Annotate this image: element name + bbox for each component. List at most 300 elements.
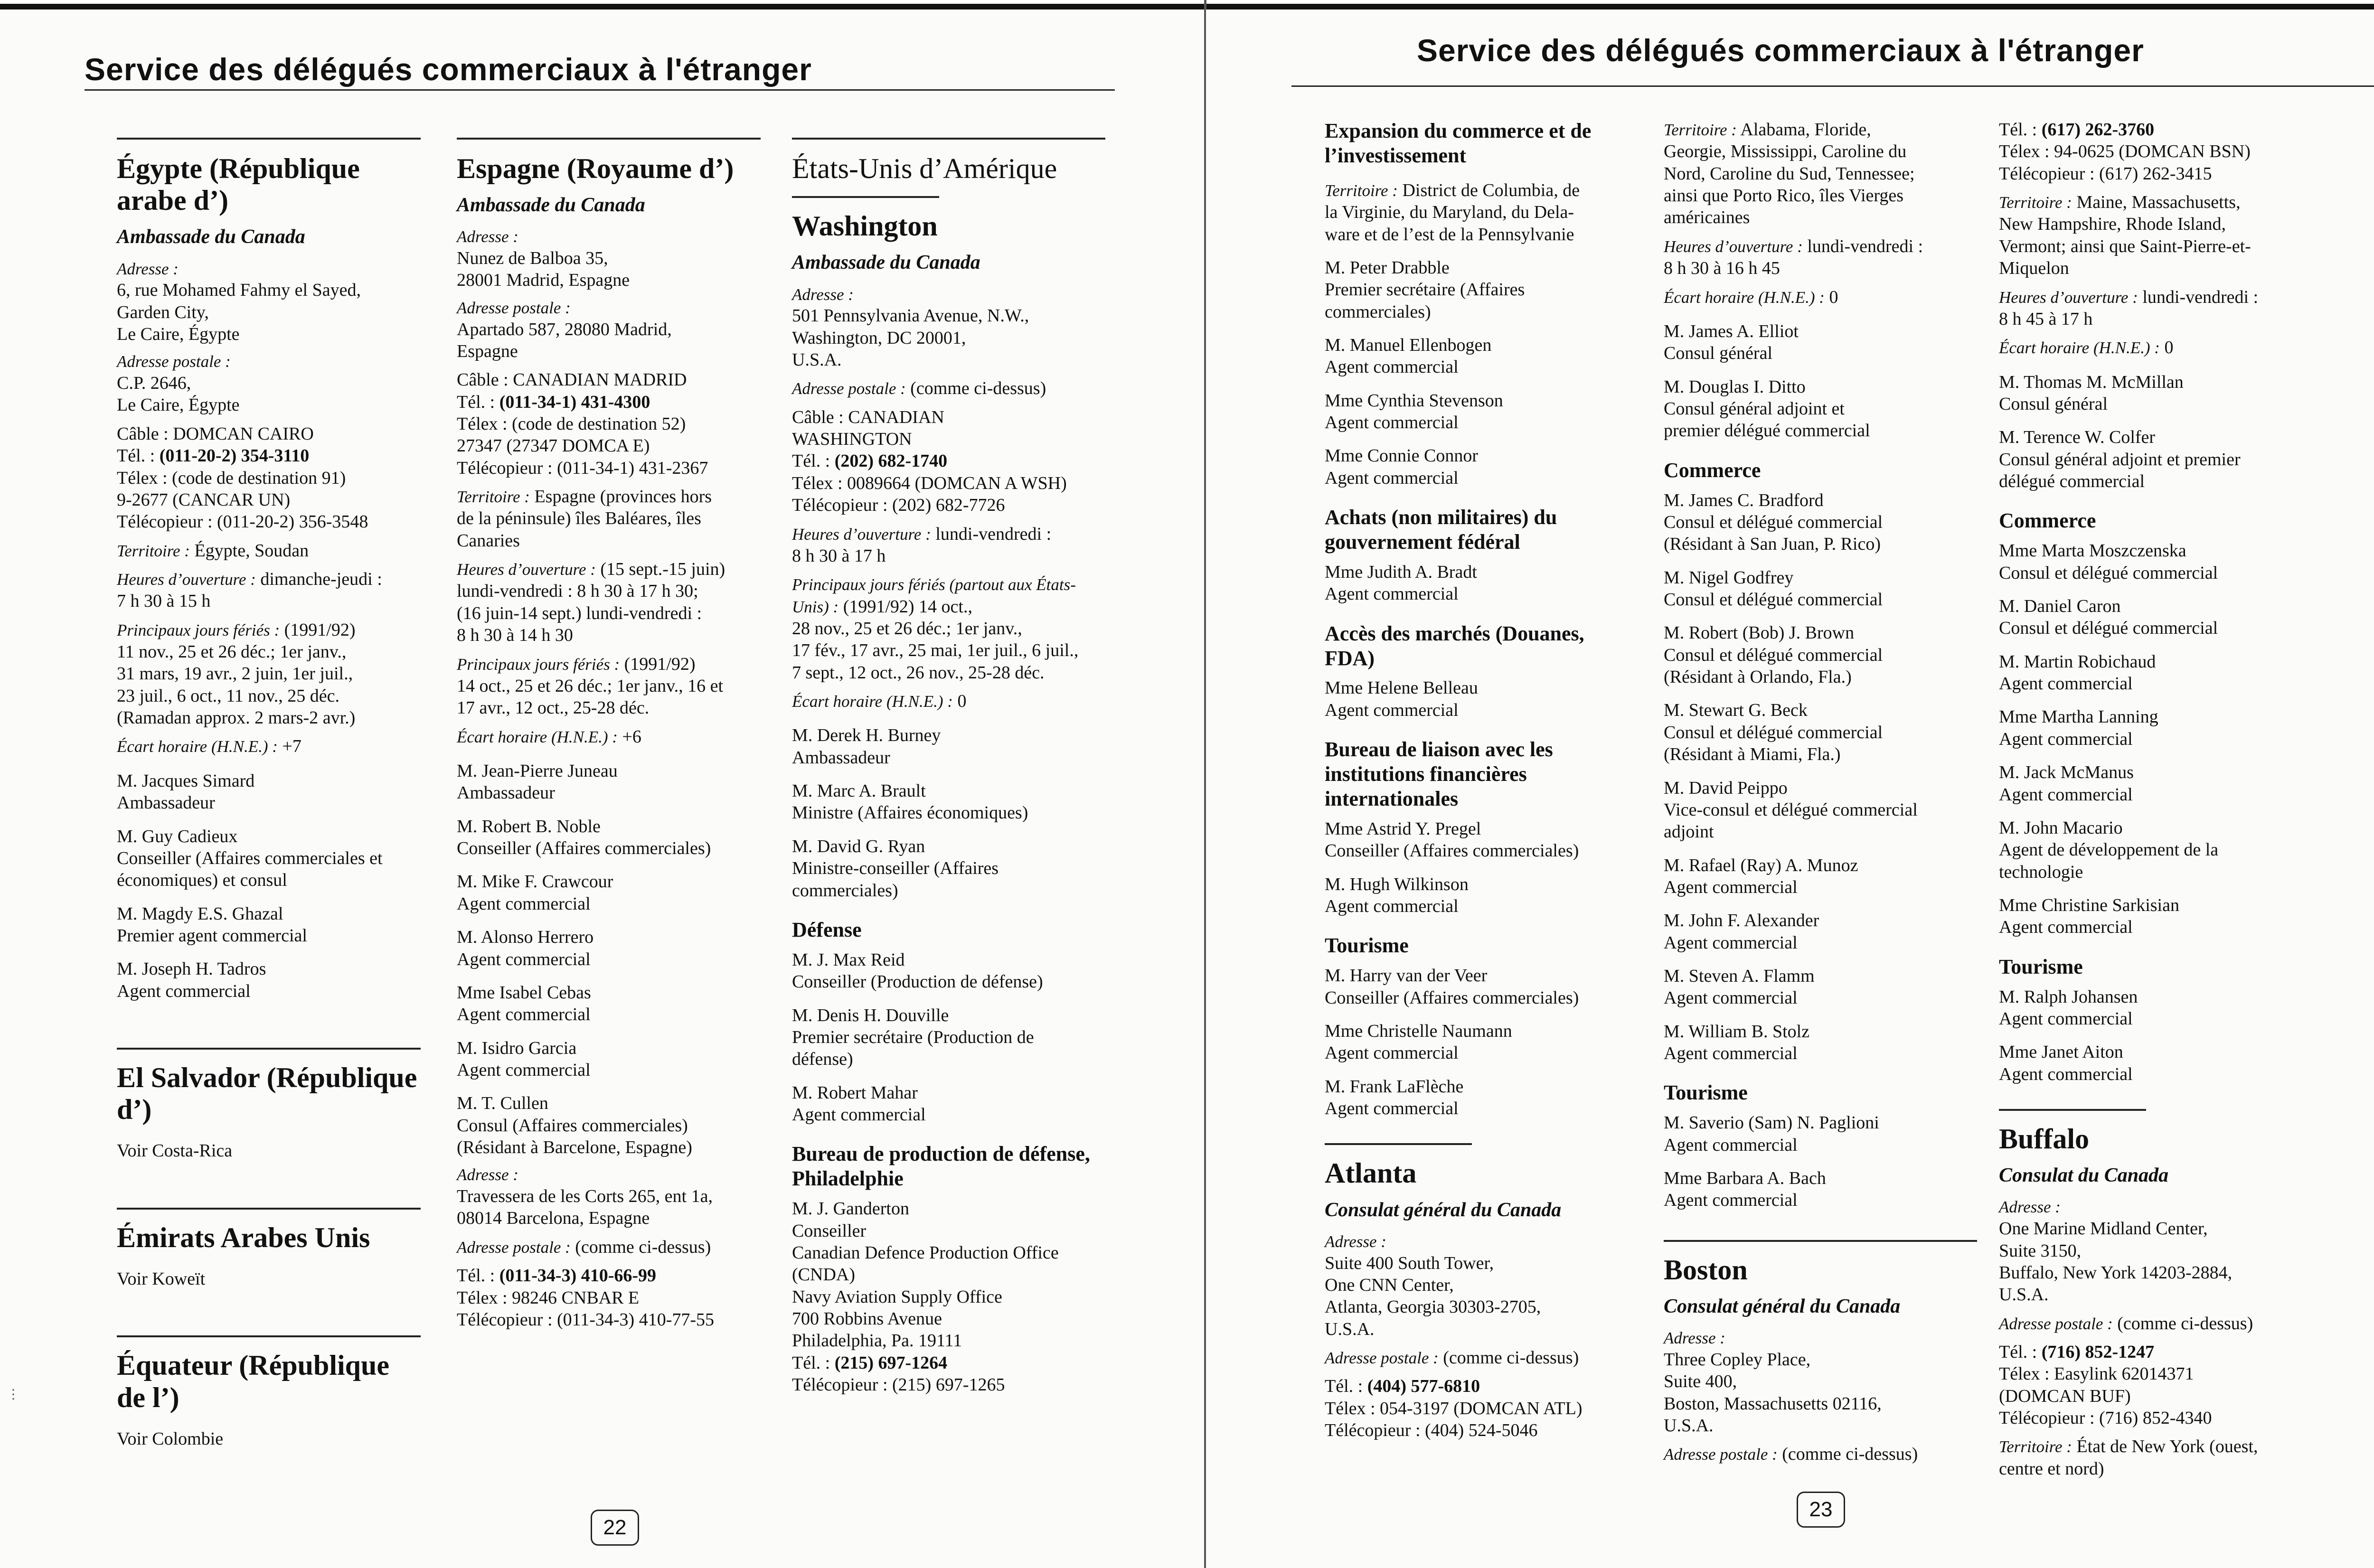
address-block — [117, 259, 421, 346]
time-offset-value: 0 — [952, 691, 967, 712]
territory-value: Maine, Massachusetts, — [2072, 192, 2241, 213]
staff-entry — [1664, 699, 1977, 765]
cable: Câble : CANADIAN MADRID — [457, 370, 687, 390]
staff-role: Ambassadeur — [792, 747, 890, 768]
staff-role: (Résidant à Barcelone, Espagne) — [457, 1137, 692, 1158]
staff-name: M. Martin Robichaud — [1999, 651, 2156, 672]
staff-role: commerciales) — [1325, 301, 1431, 322]
staff-entry-barcelona — [457, 1092, 761, 1158]
territory-value: ware et de l’est de la Pennsylvanie — [1325, 224, 1574, 244]
telex: Télex : 98246 CNBAR E — [457, 1287, 640, 1308]
phone-label: Tél. : — [457, 392, 499, 412]
holidays-label: Principaux jours fériés : — [117, 620, 280, 639]
time-offset-value: +6 — [617, 726, 641, 747]
contact-block — [117, 423, 421, 533]
holidays-value: 31 mars, 19 avr., 2 juin, 1er juil., — [117, 664, 353, 684]
staff-entry — [1999, 651, 2322, 695]
address-block — [792, 285, 1105, 371]
staff-name: M. Joseph H. Tadros — [117, 959, 266, 979]
holidays-value: 11 nov., 25 et 26 déc.; 1er janv., — [117, 642, 347, 662]
hours-value: lundi-vendredi : 8 h 30 à 17 h 30; — [457, 581, 698, 601]
territory-value: New Hampshire, Rhode Island, — [1999, 214, 2226, 235]
address-label: Adresse : — [117, 259, 179, 278]
staff-entry — [117, 903, 421, 947]
holidays-value: (1991/92) — [280, 620, 356, 640]
address-line: Boston, Massachusetts 02116, — [1664, 1393, 1882, 1414]
territory-value: Georgie, Mississippi, Caroline du — [1664, 141, 1907, 162]
time-offset — [457, 726, 761, 748]
telex: Télex : 0089664 (DOMCAN A WSH) — [792, 473, 1067, 493]
staff-name: M. Mike F. Crawcour — [457, 872, 613, 892]
territory-value: Vermont; ainsi que Saint-Pierre-et- — [1999, 236, 2251, 256]
country-title-equateur: Équateur (République de l’) — [117, 1350, 390, 1413]
territory-value: Canaries — [457, 530, 520, 551]
contact-block — [1999, 119, 2322, 185]
staff-name: M. Douglas I. Ditto — [1664, 376, 1806, 397]
hours — [792, 523, 1105, 567]
staff-entry — [1664, 854, 1977, 899]
postal-address-block — [1664, 1443, 1977, 1465]
staff-name: M. Robert (Bob) J. Brown — [1664, 623, 1855, 643]
address-line: Le Caire, Égypte — [117, 395, 240, 415]
address-block — [1325, 1232, 1638, 1340]
subsection-title-tourisme: Tourisme — [1325, 934, 1409, 958]
staff-role: Agent commercial — [457, 949, 591, 969]
staff-entry — [1999, 761, 2322, 806]
staff-role: Agent commercial — [1325, 1099, 1459, 1119]
time-offset-label: Écart horaire (H.N.E.) : — [1664, 288, 1825, 307]
territory-value: Miquelon — [1999, 258, 2069, 279]
fax: Télécopieur : (617) 262-3415 — [1999, 163, 2212, 184]
phone-label: Tél. : — [792, 1352, 835, 1373]
staff-role: Conseiller (Affaires commerciales) — [1325, 987, 1579, 1008]
territory-label: Territoire : — [117, 541, 190, 560]
staff-entry — [457, 816, 761, 860]
telex: 9-2677 (CANCAR UN) — [117, 489, 291, 510]
subsection-title-acces: Accès des marchés (Douanes, FDA) — [1325, 621, 1584, 670]
territory — [1325, 179, 1638, 245]
staff-name: M. Saverio (Sam) N. Paglioni — [1664, 1113, 1879, 1133]
staff-name: M. Jean-Pierre Juneau — [457, 761, 618, 781]
staff-name: Mme Helene Belleau — [1325, 678, 1478, 698]
staff-name: M. T. Cullen — [457, 1093, 548, 1114]
staff-name: M. Hugh Wilkinson — [1325, 874, 1469, 894]
phone — [117, 445, 421, 467]
address-line: 28001 Madrid, Espagne — [457, 270, 630, 291]
subsection-title-bureau-production: Bureau de production de défense, Philadelphie — [792, 1142, 1090, 1191]
top-binding-bar — [0, 4, 2374, 9]
territory-label: Territoire : — [1664, 121, 1737, 139]
staff-name: M. Terence W. Colfer — [1999, 427, 2156, 448]
staff-role: Agent commercial — [1325, 468, 1459, 488]
staff-role: Consul et délégué commercial — [1999, 618, 2218, 638]
phone-number: (215) 697-1264 — [834, 1352, 948, 1373]
time-offset — [1999, 337, 2322, 358]
staff-name: Mme Christelle Naumann — [1325, 1021, 1512, 1041]
address-label: Adresse : — [1664, 1329, 1725, 1348]
staff-name: M. David G. Ryan — [792, 836, 925, 856]
phone — [792, 450, 1105, 472]
section-rule — [1325, 1143, 1472, 1145]
section-rule — [117, 1048, 421, 1050]
postal-address-block — [1999, 1313, 2322, 1334]
address-line: 08014 Barcelona, Espagne — [457, 1208, 650, 1229]
hours-value: lundi-vendredi : — [931, 524, 1052, 544]
staff-entry — [457, 760, 761, 804]
staff-role: Agent commercial — [1999, 729, 2133, 749]
territory-value: Nord, Caroline du Sud, Tennessee; — [1664, 163, 1915, 184]
staff-name: M. David Peippo — [1664, 778, 1788, 798]
address-line: Buffalo, New York 14203-2884, — [1999, 1262, 2233, 1283]
page-number: 22 — [591, 1510, 639, 1546]
cable: Câble : DOMCAN CAIRO — [117, 423, 314, 444]
section-rule — [1664, 1240, 1977, 1242]
staff-name: M. J. Ganderton — [792, 1199, 909, 1219]
hours-label: Heures d’ouverture : — [117, 570, 256, 589]
staff-name: M. Manuel Ellenbogen — [1325, 335, 1492, 355]
address-line: Canadian Defence Production Office — [792, 1242, 1059, 1263]
telex: Télex : Easylink 62014371 — [1999, 1364, 2194, 1384]
subsection-title-tourisme: Tourisme — [1999, 955, 2083, 978]
territory — [1999, 1436, 2322, 1480]
staff-entry — [1999, 1041, 2322, 1085]
phone-label: Tél. : — [457, 1266, 499, 1286]
staff-role: Agent commercial — [1999, 784, 2133, 805]
staff-entry — [1325, 445, 1638, 489]
staff-entry — [1999, 540, 2322, 584]
hours — [117, 568, 421, 612]
staff-role: Ambassadeur — [117, 793, 215, 813]
see-reference: Voir Colombie — [117, 1428, 224, 1449]
contact-block — [1999, 1341, 2322, 1429]
staff-role: Agent commercial — [792, 1104, 926, 1125]
staff-role: Agent commercial — [457, 1005, 591, 1025]
time-offset — [1664, 286, 1977, 308]
staff-entry — [1664, 376, 1977, 442]
country-title-egypte: Égypte (République arabe d’) — [117, 153, 360, 216]
territory — [1664, 119, 1977, 229]
address-block — [1999, 1197, 2322, 1305]
address-line: Suite 3150, — [1999, 1240, 2082, 1261]
address-block — [1664, 1328, 1977, 1437]
staff-role: Consul général adjoint et premier — [1999, 449, 2241, 469]
staff-entry — [792, 1082, 1105, 1126]
header-rule — [85, 89, 1115, 91]
section-rule — [457, 138, 761, 140]
staff-name: M. Daniel Caron — [1999, 596, 2121, 617]
see-reference: Voir Koweït — [117, 1268, 206, 1289]
hours — [1664, 235, 1977, 280]
address-label: Adresse : — [792, 285, 854, 304]
postal-address-label: Adresse postale : — [457, 298, 571, 317]
address-line: (comme ci-dessus) — [2112, 1313, 2253, 1333]
country-title-emirats: Émirats Arabes Unis — [117, 1221, 370, 1253]
staff-role: Consul général — [1664, 343, 1773, 364]
territory-label: Territoire : — [1999, 193, 2072, 212]
address-label: Adresse : — [1325, 1232, 1386, 1251]
postal-address-label: Adresse postale : — [457, 1238, 571, 1257]
telex: Télex : (code de destination 91) — [117, 468, 346, 488]
staff-name: M. Marc A. Brault — [792, 781, 926, 801]
postal-address-label: Adresse postale : — [792, 379, 906, 398]
staff-name: M. John F. Alexander — [1664, 911, 1819, 931]
subsection-title-liaison: Bureau de liaison avec les institutions financières internationales — [1325, 738, 1553, 810]
city-title-buffalo: Buffalo — [1999, 1123, 2090, 1155]
telex: Télex : 054-3197 (DOMCAN ATL) — [1325, 1398, 1583, 1418]
address-line: (comme ci-dessus) — [905, 378, 1046, 399]
staff-name: M. Jacques Simard — [117, 770, 255, 791]
cable: WASHINGTON — [792, 429, 912, 450]
holidays-value: (1991/92) — [620, 654, 696, 674]
time-offset-value: +7 — [277, 736, 301, 757]
holidays — [117, 619, 421, 729]
staff-role: Conseiller — [792, 1221, 867, 1241]
staff-role: Agent commercial — [1999, 1008, 2133, 1029]
subsection-title-tourisme: Tourisme — [1664, 1081, 1748, 1105]
section-rule — [117, 1335, 421, 1337]
staff-role: Agent commercial — [457, 893, 591, 914]
phone — [1999, 119, 2322, 141]
staff-role: Agent commercial — [1325, 584, 1459, 604]
hours-value: lundi-vendredi : — [2138, 287, 2259, 307]
staff-name: M. Denis H. Douville — [792, 1005, 949, 1025]
hours-label: Heures d’ouverture : — [1664, 237, 1803, 256]
staff-name: M. Guy Cadieux — [117, 826, 238, 846]
staff-name: M. Alonso Herrero — [457, 927, 594, 948]
staff-entry — [117, 958, 421, 1002]
territory-label: Territoire : — [1325, 181, 1398, 200]
staff-role: Agent commercial — [1999, 917, 2133, 938]
address-line: Travessera de les Corts 265, ent 1a, — [457, 1186, 713, 1207]
staff-entry — [1325, 390, 1638, 434]
subsection-title-commerce: Commerce — [1664, 458, 1761, 482]
address-line: (CNDA) — [792, 1265, 855, 1285]
section-rule — [117, 1208, 421, 1210]
column-4 — [1325, 119, 1638, 1448]
staff-name: M. John Macario — [1999, 817, 2123, 838]
territory-value: Égypte, Soudan — [189, 540, 309, 561]
hours-value: dimanche-jeudi : — [255, 569, 382, 589]
staff-name: M. Peter Drabble — [1325, 257, 1450, 278]
staff-name: Mme Isabel Cebas — [457, 982, 591, 1003]
staff-role: adjoint — [1664, 822, 1714, 842]
staff-role: Consul et délégué commercial — [1664, 722, 1883, 742]
staff-role: Consul et délégué commercial — [1664, 645, 1883, 665]
subsection-title-commerce: Commerce — [1999, 509, 2096, 533]
country-title-el-salvador: El Salvador (République d’) — [117, 1062, 417, 1126]
staff-name: M. William B. Stolz — [1664, 1021, 1810, 1042]
staff-role: Conseiller (Production de défense) — [792, 972, 1043, 992]
territory-value: Espagne (provinces hors — [529, 487, 712, 507]
postal-address-block — [457, 1236, 761, 1258]
phone — [1999, 1341, 2322, 1363]
staff-entry — [457, 926, 761, 970]
section-rule — [792, 196, 939, 198]
left-page — [0, 9, 1206, 1568]
bureau-block — [792, 1198, 1105, 1396]
office-name: Consulat du Canada — [1999, 1164, 2169, 1187]
holidays — [457, 653, 761, 719]
fax: Télécopieur : (215) 697-1265 — [792, 1375, 1005, 1395]
staff-role: Agent commercial — [1325, 896, 1459, 916]
staff-entry — [1664, 1021, 1977, 1065]
fax: Télécopieur : (011-34-3) 410-77-55 — [457, 1309, 715, 1330]
staff-role: Agent de développement de la — [1999, 840, 2219, 860]
staff-name: M. Thomas M. McMillan — [1999, 372, 2184, 392]
staff-entry — [1999, 706, 2322, 750]
address-line: (comme ci-dessus) — [570, 1237, 711, 1257]
hours-value: 8 h 30 à 14 h 30 — [457, 625, 573, 646]
staff-role: commerciales) — [792, 880, 898, 901]
hours-value: lundi-vendredi : — [1802, 236, 1923, 256]
staff-entry — [1325, 677, 1638, 721]
staff-entry — [1325, 1020, 1638, 1064]
phone — [457, 391, 761, 413]
holidays-value: 14 oct., 25 et 26 déc.; 1er janv., 16 et — [457, 676, 724, 696]
address-line: Washington, DC 20001, — [792, 328, 966, 348]
staff-role: Premier secrétaire (Affaires — [1325, 280, 1525, 300]
staff-entry — [1999, 426, 2322, 492]
staff-name: M. James A. Elliot — [1664, 321, 1799, 341]
contact-block — [792, 406, 1105, 516]
phone — [792, 1352, 1105, 1374]
staff-role: premier délégué commercial — [1664, 421, 1870, 441]
staff-role: Consul et délégué commercial — [1999, 563, 2218, 583]
hours-value: (16 juin-14 sept.) lundi-vendredi : — [457, 603, 702, 623]
holidays-value: 23 juil., 6 oct., 11 nov., 25 déc. — [117, 685, 339, 706]
address-line: U.S.A. — [1325, 1319, 1375, 1339]
postal-address-label: Adresse postale : — [1999, 1314, 2113, 1333]
territory — [117, 540, 421, 562]
postal-address-label: Adresse postale : — [1325, 1348, 1439, 1367]
staff-entry — [117, 770, 421, 814]
fax: Télécopieur : (202) 682-7726 — [792, 495, 1005, 516]
territory-value: District de Columbia, de — [1397, 180, 1580, 200]
staff-name: M. Robert Mahar — [792, 1082, 918, 1103]
staff-role: (Résidant à Miami, Fla.) — [1664, 744, 1841, 765]
time-offset-label: Écart horaire (H.N.E.) : — [792, 692, 953, 711]
staff-name: M. James C. Bradford — [1664, 490, 1824, 510]
staff-role: Consul et délégué commercial — [1664, 590, 1883, 610]
staff-role: Ministre-conseiller (Affaires — [792, 858, 999, 879]
staff-role: Agent commercial — [1664, 1190, 1798, 1211]
office-name: Ambassade du Canada — [117, 226, 305, 248]
holidays-label: Principaux jours fériés (partout aux États-Unis) : — [792, 575, 1076, 616]
staff-entry — [1664, 777, 1977, 843]
staff-entry — [1664, 1167, 1977, 1211]
staff-entry — [1664, 489, 1977, 555]
staff-entry — [792, 949, 1105, 993]
staff-name: M. Jack McManus — [1999, 762, 2134, 783]
staff-entry — [1325, 818, 1638, 862]
staff-entry — [792, 724, 1105, 769]
hours-value: (15 sept.-15 juin) — [595, 559, 725, 580]
staff-name: Mme Connie Connor — [1325, 446, 1478, 466]
staff-entry — [1664, 567, 1977, 611]
staff-name: M. Magdy E.S. Ghazal — [117, 903, 283, 924]
staff-entry — [1325, 334, 1638, 378]
staff-entry — [1664, 965, 1977, 1009]
fax: Télécopieur : (716) 852-4340 — [1999, 1408, 2212, 1428]
column-3 — [792, 138, 1105, 1402]
time-offset-label: Écart horaire (H.N.E.) : — [1999, 338, 2160, 357]
staff-role: Agent commercial — [1664, 932, 1798, 953]
margin-mark: ⋮ — [7, 1387, 20, 1402]
staff-name: M. Isidro Garcia — [457, 1038, 577, 1058]
staff-role: Agent commercial — [1664, 988, 1798, 1008]
staff-name: M. J. Max Reid — [792, 949, 905, 970]
address-line: 700 Robbins Avenue — [792, 1308, 942, 1329]
address-line: 501 Pennsylvania Avenue, N.W., — [792, 306, 1029, 326]
hours-label: Heures d’ouverture : — [792, 525, 931, 544]
page-header: Service des délégués commerciaux à l'étranger — [1417, 33, 2144, 68]
staff-role: économiques) et consul — [117, 870, 287, 891]
staff-role: Conseiller (Affaires commerciales et — [117, 848, 383, 868]
phone-label: Tél. : — [117, 446, 160, 466]
staff-name: M. Nigel Godfrey — [1664, 567, 1794, 588]
postal-address-label: Adresse postale : — [117, 352, 231, 371]
phone-number: (011-34-3) 410-66-99 — [499, 1266, 657, 1286]
time-offset — [117, 735, 421, 757]
territory-value: centre et nord) — [1999, 1458, 2104, 1479]
column-6 — [1999, 119, 2322, 1486]
staff-role: Agent commercial — [457, 1060, 591, 1080]
address-line: Garden City, — [117, 302, 209, 322]
staff-entry — [1325, 561, 1638, 605]
address-line: Nunez de Balboa 35, — [457, 248, 608, 269]
territory-label: Territoire : — [1999, 1437, 2072, 1456]
address-line: Le Caire, Égypte — [117, 324, 240, 345]
address-line: Espagne — [457, 341, 518, 361]
telex: 27347 (27347 DOMCA E) — [457, 436, 650, 456]
contact-block — [1325, 1375, 1638, 1441]
postal-address-block — [457, 298, 761, 362]
telex: Télex : (code de destination 52) — [457, 413, 686, 434]
staff-role: (Résidant à Orlando, Fla.) — [1664, 667, 1852, 687]
staff-entry — [117, 826, 421, 892]
staff-role: Agent commercial — [1325, 413, 1459, 433]
address-label: Adresse : — [457, 1165, 518, 1184]
staff-name: Mme Barbara A. Bach — [1664, 1168, 1826, 1189]
holidays-value: (1991/92) 14 oct., — [838, 596, 972, 617]
staff-name: M. Stewart G. Beck — [1664, 700, 1808, 721]
address-line: (comme ci-dessus) — [1777, 1444, 1918, 1465]
staff-role: Agent commercial — [1325, 1043, 1459, 1063]
staff-entry — [457, 982, 761, 1026]
city-title-atlanta: Atlanta — [1325, 1157, 1417, 1189]
address-line: C.P. 2646, — [117, 373, 191, 394]
staff-entry — [457, 1037, 761, 1081]
fax: Télécopieur : (404) 524-5046 — [1325, 1420, 1538, 1441]
phone-number: (011-34-1) 431-4300 — [499, 392, 650, 412]
hours-label: Heures d’ouverture : — [1999, 288, 2138, 307]
page-header: Service des délégués commerciaux à l'étranger — [85, 52, 812, 87]
staff-role: Premier agent commercial — [117, 925, 307, 946]
staff-name: M. Steven A. Flamm — [1664, 966, 1815, 986]
phone-number: (404) 577-6810 — [1367, 1376, 1480, 1397]
city-title-boston: Boston — [1664, 1254, 1748, 1286]
country-title-usa: États-Unis d’Amérique — [792, 153, 1057, 184]
staff-entry — [1325, 873, 1638, 918]
postal-address-label: Adresse postale : — [1664, 1445, 1778, 1464]
holidays-value: 28 nov., 25 et 26 déc.; 1er janv., — [792, 618, 1022, 638]
address-line: One Marine Midland Center, — [1999, 1219, 2208, 1239]
subsection-title-expansion: Expansion du commerce et de l’investissement — [1325, 119, 1592, 167]
fax: Télécopieur : (011-34-1) 431-2367 — [457, 458, 708, 478]
header-rule — [1291, 85, 2374, 87]
staff-role: Agent commercial — [1664, 1043, 1798, 1064]
staff-role: délégué commercial — [1999, 471, 2145, 492]
